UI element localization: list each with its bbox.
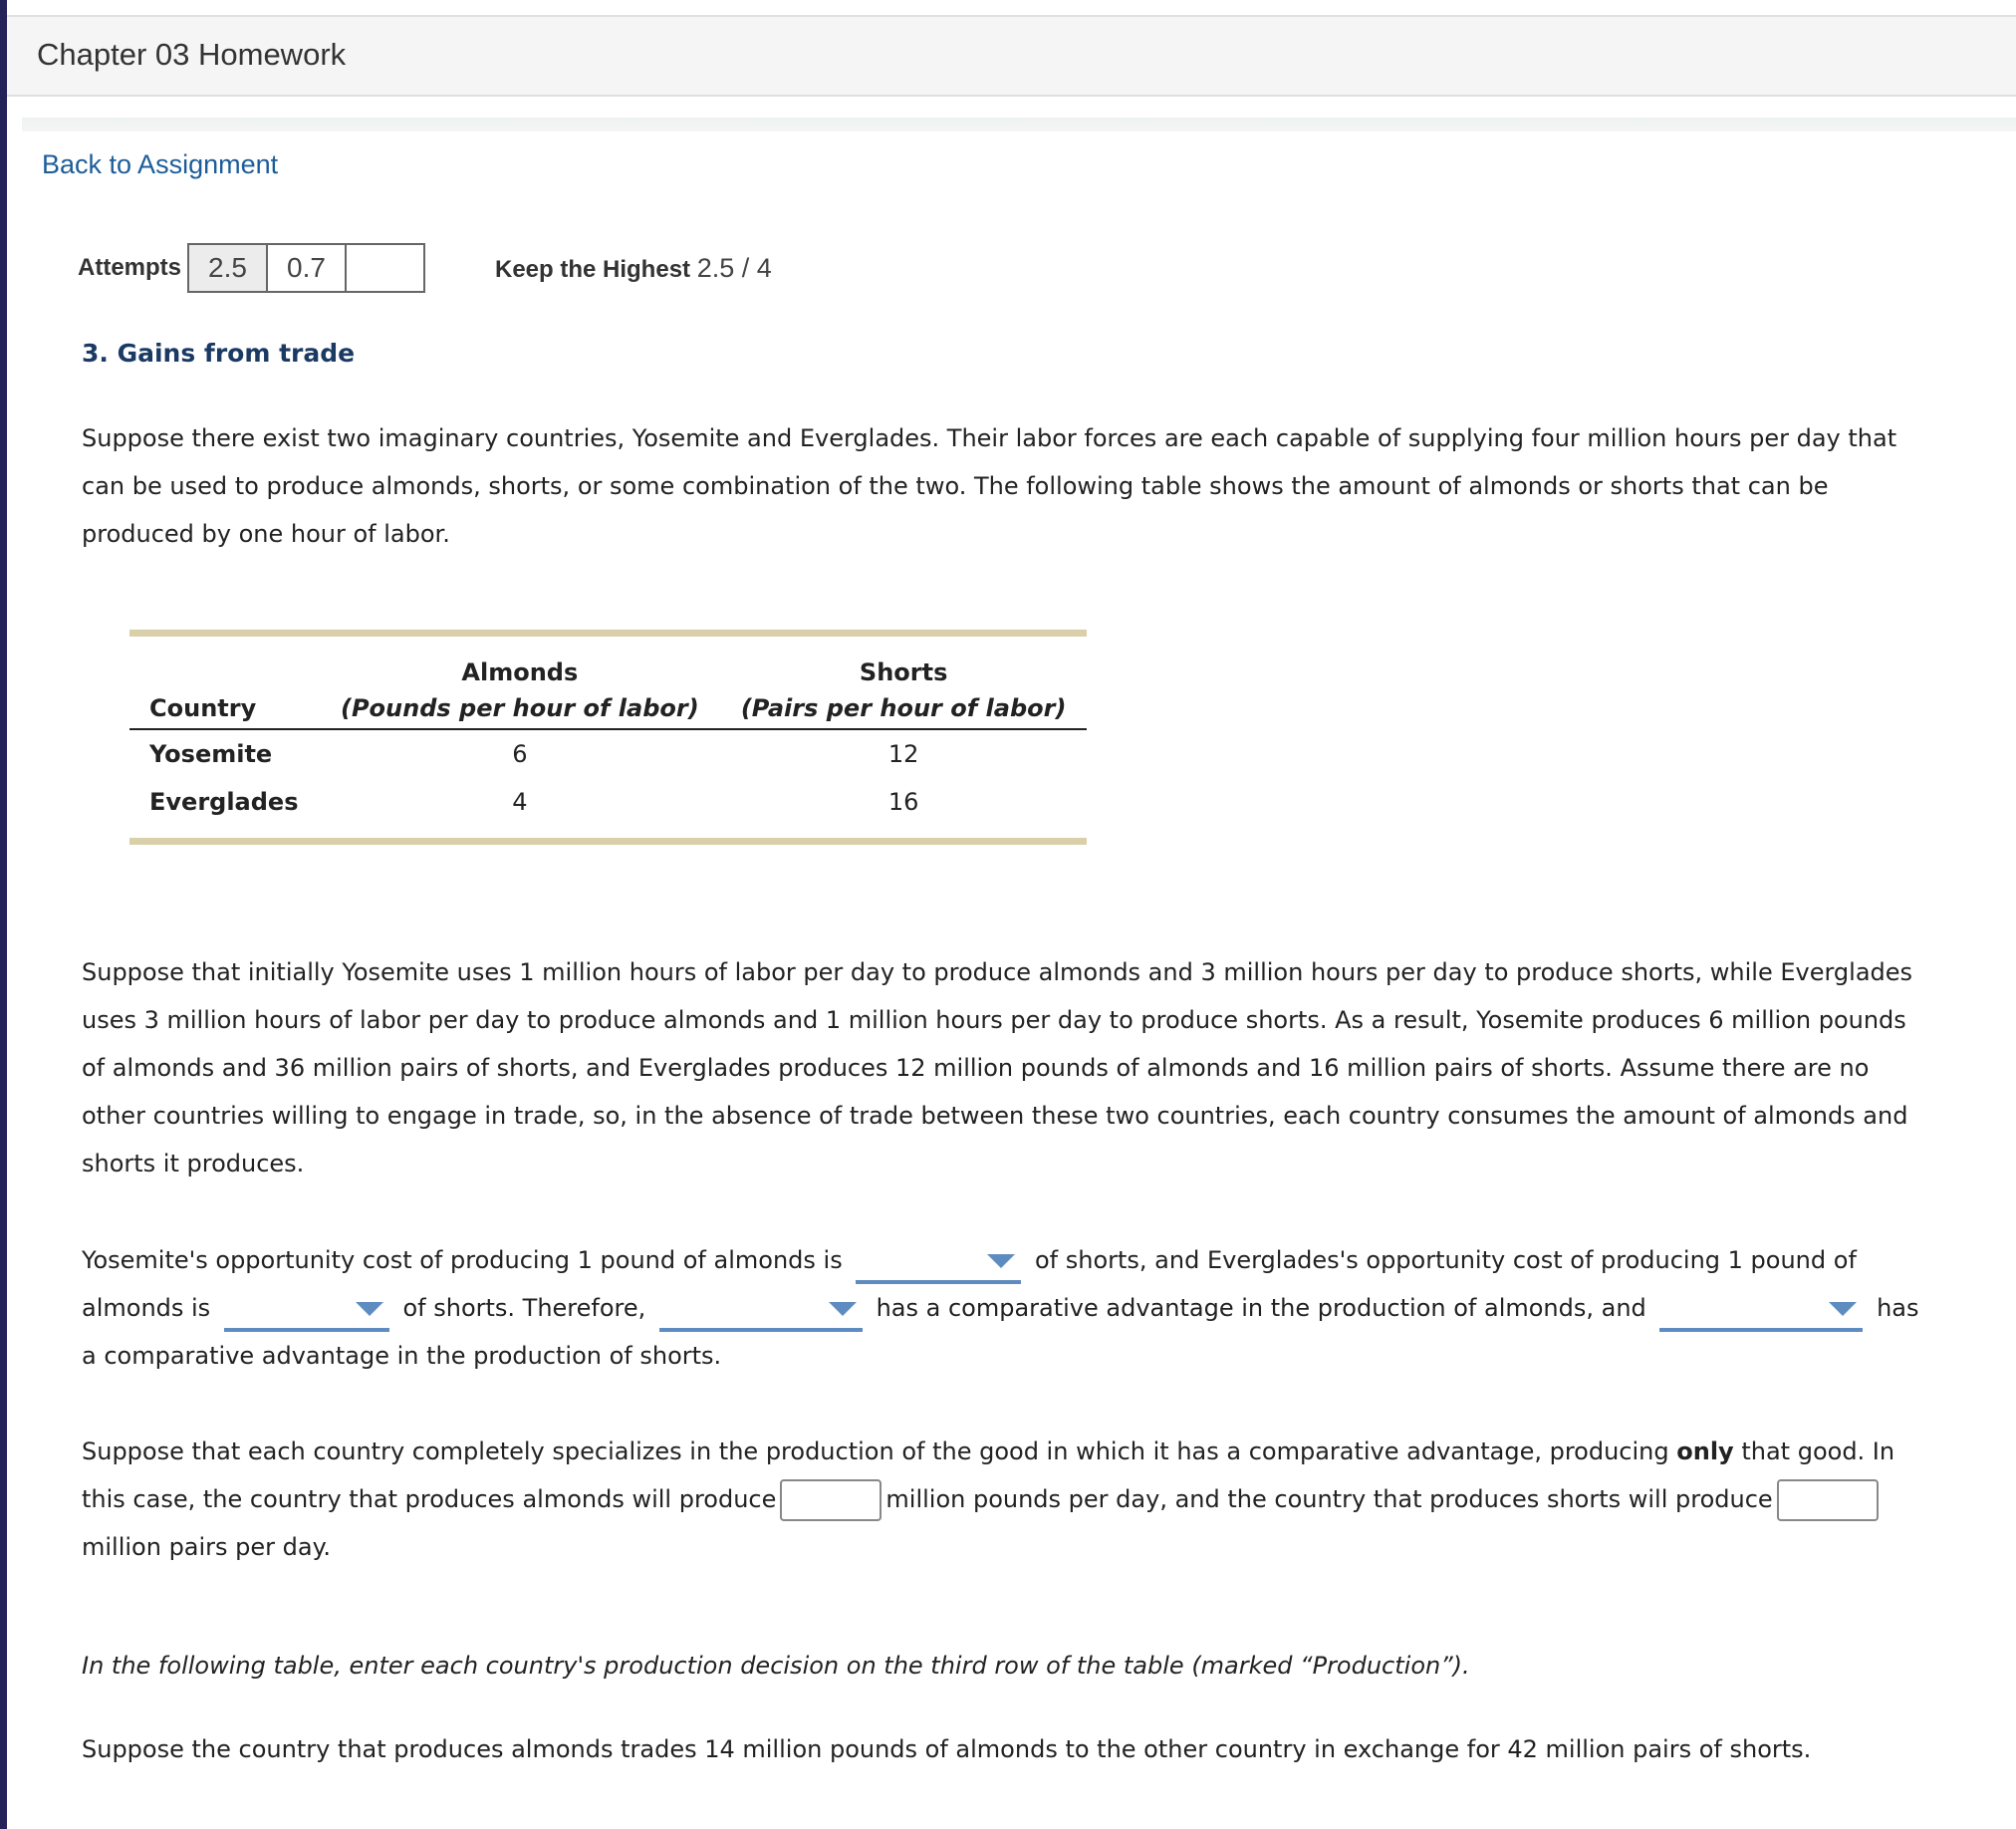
- score-value: 2.5 / 4: [696, 253, 772, 283]
- score-summary: [495, 253, 772, 284]
- table-row: [129, 778, 1087, 838]
- chevron-down-icon: [1829, 1302, 1857, 1316]
- almonds-cell: 4: [512, 788, 528, 816]
- oc-text-5: has a comparative advantage in the production of shorts.: [82, 1294, 1919, 1370]
- yosemite-opportunity-cost-dropdown[interactable]: [856, 1244, 1021, 1284]
- attempts-label: Attempts: [78, 254, 182, 281]
- attempt-3-score[interactable]: [345, 243, 425, 293]
- productivity-table: [129, 630, 1087, 845]
- shorts-advantage-country-dropdown[interactable]: [1659, 1292, 1863, 1332]
- shorts-quantity-input[interactable]: [1777, 1479, 1879, 1521]
- intro-paragraph: Suppose there exist two imaginary countries, Yosemite and Everglades. Their labor forces are each capable of supplying four million hours per day that can be used to produce almonds, shorts, or some combination of the two. The following table shows the amount of almonds or shorts that can be produced by one hour of labor.: [82, 424, 1897, 548]
- almonds-quantity-input[interactable]: [780, 1479, 882, 1521]
- page-header: [7, 15, 2016, 97]
- header-shorts: Shorts: [859, 658, 948, 686]
- country-cell: Yosemite: [149, 740, 273, 768]
- left-edge-bar: [0, 0, 7, 1829]
- table-row: [129, 729, 1087, 778]
- attempt-2-score[interactable]: 0.7: [266, 243, 347, 293]
- oc-text-2: of shorts, and Everglades's opportunity cost of producing 1 pound of almonds is: [82, 1246, 1857, 1322]
- spec-text-1: Suppose that each country completely specializes in the production of the good in which it has a comparative advantage, producing: [82, 1437, 1669, 1465]
- header-shorts-unit: (Pairs per hour of labor): [740, 694, 1067, 722]
- chevron-down-icon: [987, 1254, 1015, 1268]
- specialization-paragraph: [82, 1428, 1934, 1571]
- everglades-opportunity-cost-dropdown[interactable]: [224, 1292, 389, 1332]
- divider-band: [22, 118, 2016, 131]
- instruction-text: In the following table, enter each country's production decision on the third row of the table (marked “Production”).: [82, 1652, 1470, 1680]
- chevron-down-icon: [829, 1302, 857, 1316]
- oc-text-1: Yosemite's opportunity cost of producing 1 pound of almonds is: [82, 1246, 843, 1274]
- shorts-cell: 16: [887, 788, 919, 816]
- oc-text-4: has a comparative advantage in the production of almonds, and: [876, 1294, 1646, 1322]
- attempt-1-score[interactable]: 2.5: [187, 243, 268, 293]
- header-almonds-unit: (Pounds per hour of labor): [340, 694, 699, 722]
- question-heading: 3. Gains from trade: [82, 339, 356, 368]
- header-almonds: Almonds: [461, 658, 579, 686]
- oc-text-3: of shorts. Therefore,: [402, 1294, 646, 1322]
- scenario-paragraph: Suppose that initially Yosemite uses 1 million hours of labor per day to produce almonds and 3 million hours per day to produce shorts, while Everglades uses 3 million hours of labor per day to produce almonds and 1 million hours per day to produce shorts. As a result, Yosemite produces 6 million pounds of almonds and 36 million pairs of shorts, and Everglades produces 12 million pounds of almonds and 16 million pairs of shorts. Assume there are no other countries willing to engage in trade, so, in the absence of trade between these two countries, each country consumes the amount of almonds and shorts it produces.: [82, 958, 1913, 1177]
- opportunity-cost-paragraph: [82, 1236, 1934, 1380]
- shorts-cell: 12: [887, 740, 919, 768]
- header-country: Country: [129, 690, 319, 729]
- almonds-advantage-country-dropdown[interactable]: [659, 1292, 863, 1332]
- attempts-row: [78, 243, 425, 293]
- page-title: Chapter 03 Homework: [37, 37, 347, 72]
- trade-paragraph: Suppose the country that produces almonds trades 14 million pounds of almonds to the other country in exchange for 42 million pairs of shorts.: [82, 1735, 1812, 1763]
- spec-text-4: million pairs per day.: [82, 1533, 332, 1561]
- spec-bold-only: only: [1676, 1437, 1734, 1465]
- spec-text-3: million pounds per day, and the country that produces shorts will produce: [885, 1485, 1773, 1513]
- country-cell: Everglades: [149, 788, 299, 816]
- chevron-down-icon: [356, 1302, 383, 1316]
- spec-text-2: that good. In this case, the country that produces almonds will produce: [82, 1437, 1895, 1513]
- almonds-cell: 6: [512, 740, 528, 768]
- back-to-assignment-link[interactable]: Back to Assignment: [42, 149, 279, 179]
- score-label: Keep the Highest: [495, 256, 691, 283]
